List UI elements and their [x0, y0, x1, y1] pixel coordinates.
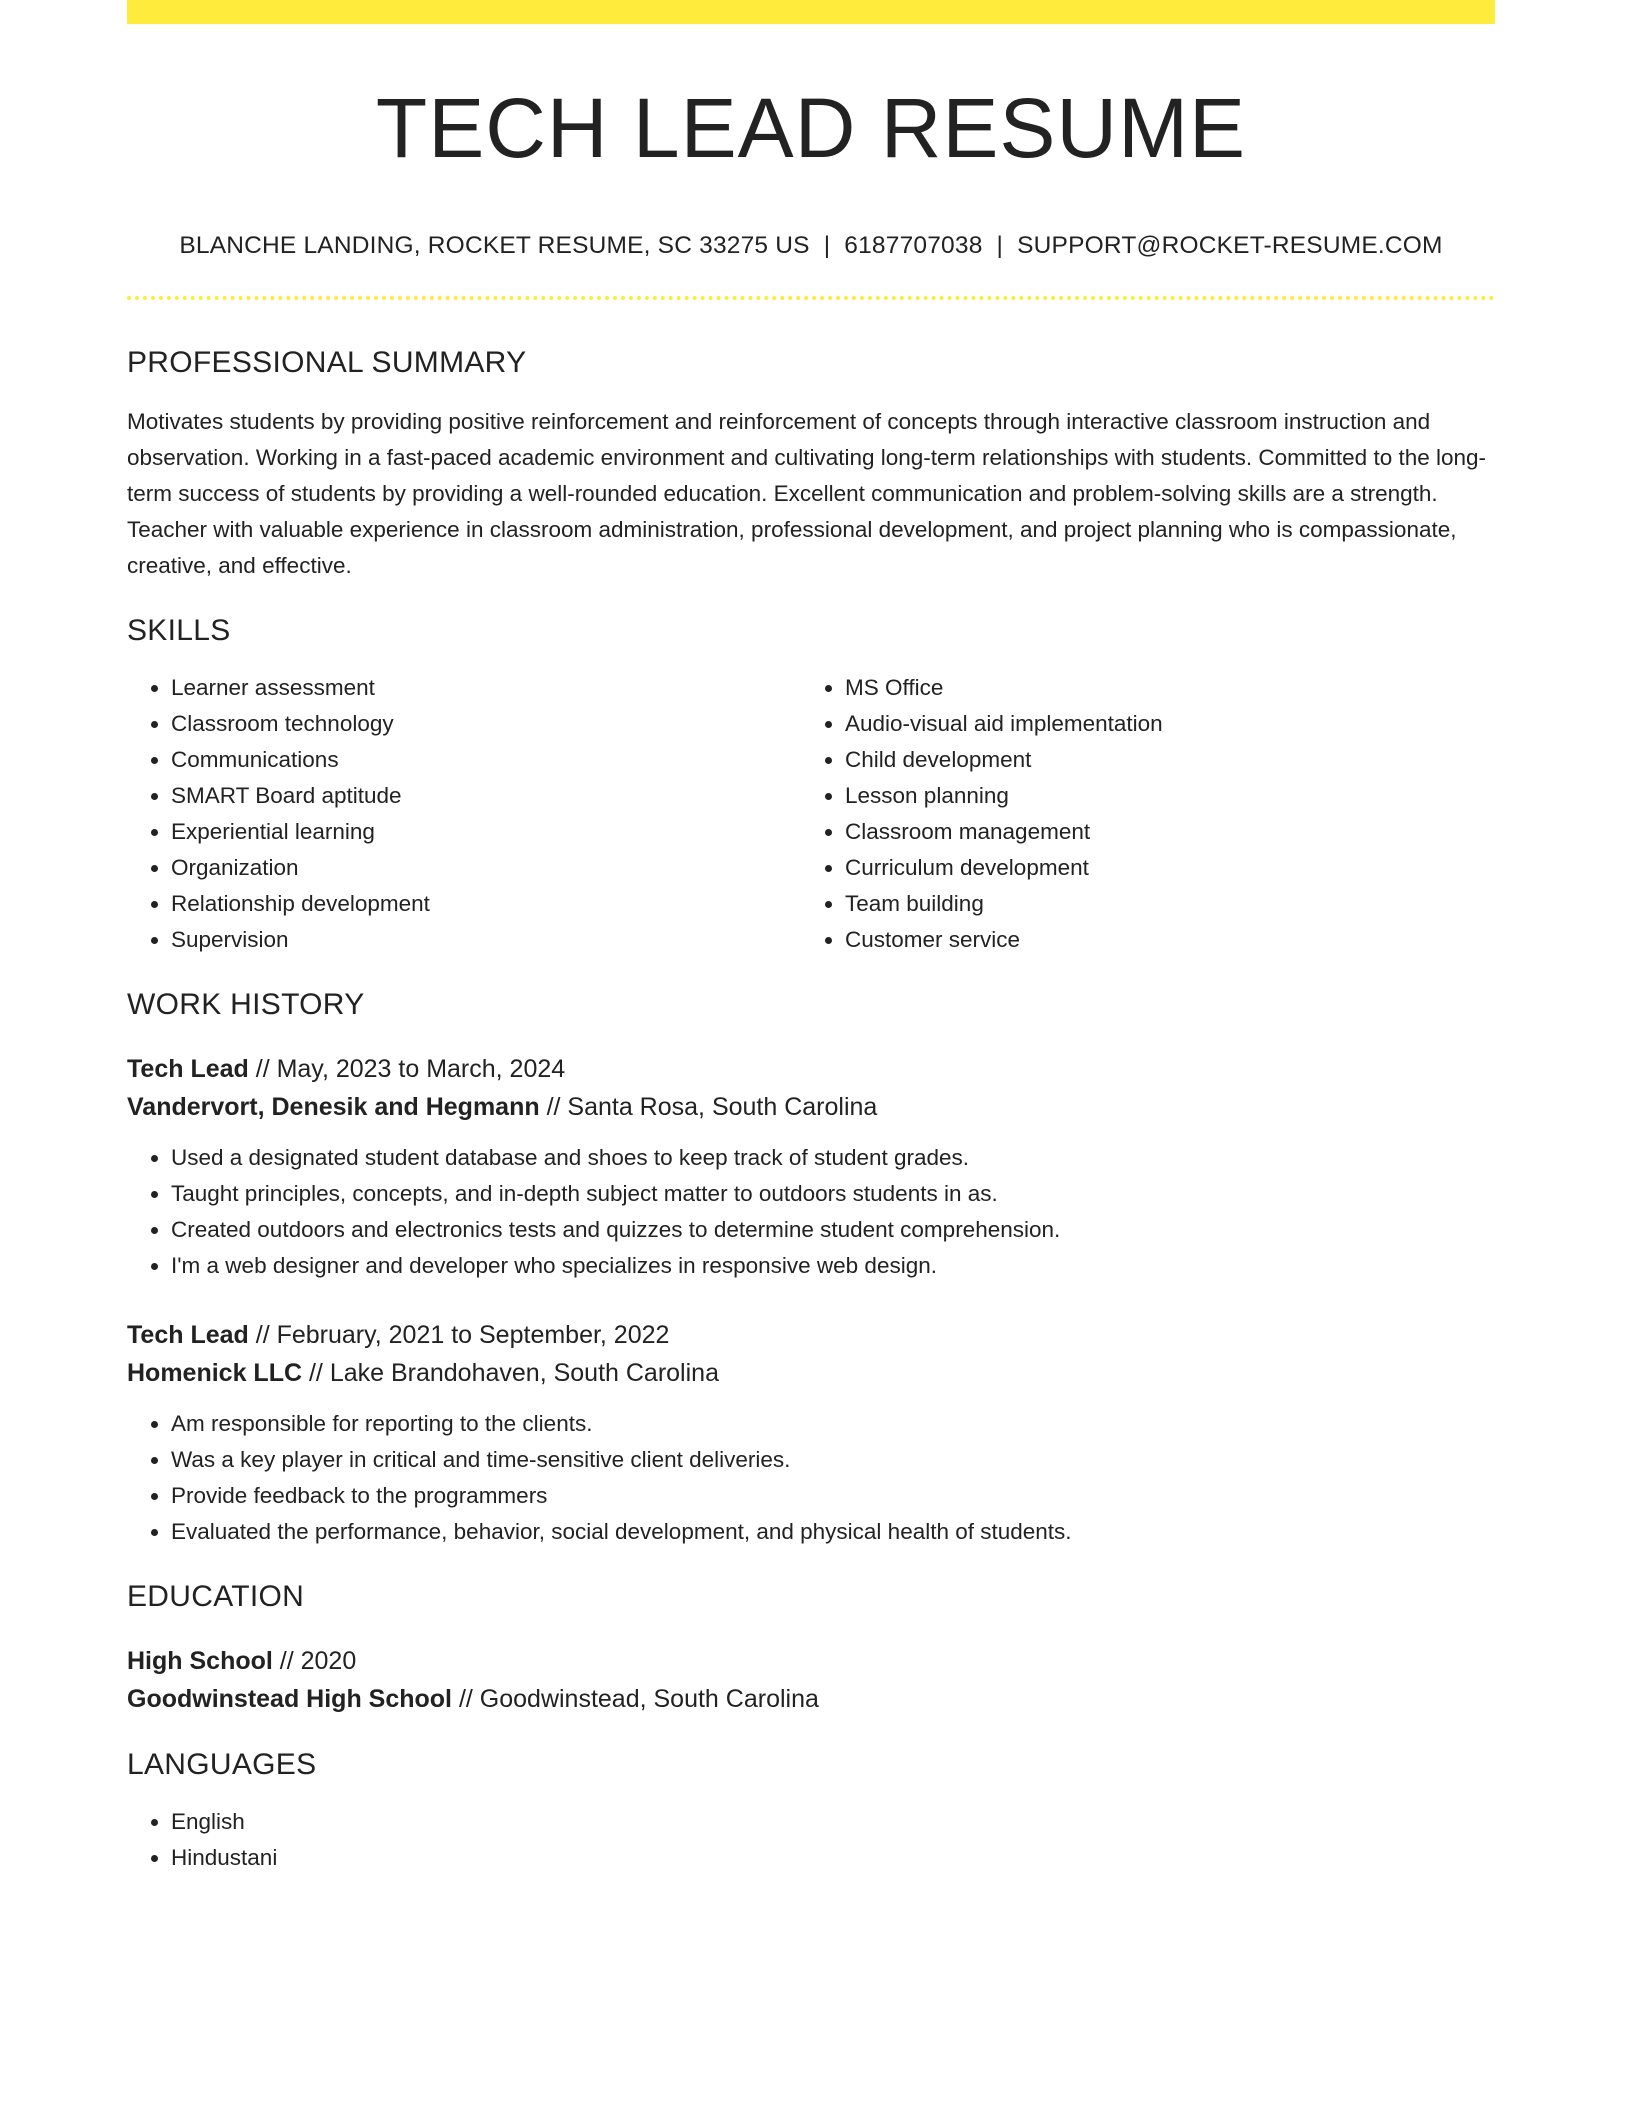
- job-bullet: • Taught principles, concepts, and in-depth subject matter to outdoors students in as.: [171, 1176, 1495, 1212]
- contact-separator: |: [996, 232, 1004, 260]
- skills-column-right: [801, 670, 1475, 958]
- skills-section: [127, 614, 1495, 958]
- job-entry: [127, 1050, 1495, 1284]
- languages-heading: LANGUAGES: [127, 1748, 317, 1782]
- education-degree-line: [127, 1642, 1495, 1680]
- work-history-heading: WORK HISTORY: [127, 988, 365, 1022]
- language-item: • Hindustani: [171, 1840, 1495, 1876]
- skill-item: • Audio-visual aid implementation: [845, 706, 1475, 742]
- job-bullet: • Was a key player in critical and time-sensitive client deliveries.: [171, 1442, 1495, 1478]
- job-bullet: • Created outdoors and electronics tests and quizzes to determine student comprehension.: [171, 1212, 1495, 1248]
- job-company-line: [127, 1354, 1495, 1392]
- language-item: • English: [171, 1804, 1495, 1840]
- job-bullet: • I'm a web designer and developer who specializes in responsive web design.: [171, 1248, 1495, 1284]
- job-title: Tech Lead: [127, 1055, 249, 1084]
- contact-phone: 6187707038: [844, 232, 983, 260]
- skills-grid: [127, 670, 1495, 958]
- summary-text: Motivates students by providing positive reinforcement and reinforcement of concepts through interactive classroom instruction and observation. Working in a fast-paced academic environment and cultivating long-term relationships with students. Committed to the long-term success of students by providing a well-rounded education. Excellent communication and problem-solving skills are a strength. Teacher with valuable experience in classroom administration, professional development, and project planning who is compassionate, creative, and effective.: [127, 409, 1487, 579]
- skill-item: • Organization: [171, 850, 801, 886]
- job-location: // Lake Brandohaven, South Carolina: [302, 1359, 719, 1388]
- job-title-line: [127, 1316, 1495, 1354]
- job-bullet: • Provide feedback to the programmers: [171, 1478, 1495, 1514]
- education-degree: High School: [127, 1647, 273, 1676]
- job-title: Tech Lead: [127, 1321, 249, 1350]
- skill-item: • Classroom management: [845, 814, 1475, 850]
- skill-item: • Team building: [845, 886, 1475, 922]
- languages-section: [127, 1748, 1495, 1876]
- job-entry: [127, 1316, 1495, 1550]
- skill-item: • Relationship development: [171, 886, 801, 922]
- job-company: Vandervort, Denesik and Hegmann: [127, 1093, 540, 1122]
- job-dates: // February, 2021 to September, 2022: [248, 1321, 670, 1350]
- skill-item: • Experiential learning: [171, 814, 801, 850]
- skills-heading: SKILLS: [127, 614, 231, 648]
- accent-top-bar: [127, 0, 1495, 24]
- work-history-section: [127, 988, 1495, 1550]
- job-title-line: [127, 1050, 1495, 1088]
- job-bullet: • Am responsible for reporting to the clients.: [171, 1406, 1495, 1442]
- skill-item: • Curriculum development: [845, 850, 1475, 886]
- contact-address: BLANCHE LANDING, ROCKET RESUME, SC 33275 US: [179, 232, 810, 260]
- education-location: // Goodwinstead, South Carolina: [452, 1685, 819, 1714]
- contact-line: [127, 232, 1495, 260]
- education-heading: EDUCATION: [127, 1580, 305, 1614]
- dotted-divider: [127, 296, 1495, 300]
- job-bullets: [127, 1140, 1495, 1284]
- job-bullet: • Evaluated the performance, behavior, social development, and physical health of students.: [171, 1514, 1495, 1550]
- skill-item: • Supervision: [171, 922, 801, 958]
- skill-item: • Child development: [845, 742, 1475, 778]
- skill-item: • MS Office: [845, 670, 1475, 706]
- job-company-line: [127, 1088, 1495, 1126]
- languages-list: [127, 1804, 1495, 1876]
- summary-heading: PROFESSIONAL SUMMARY: [127, 346, 527, 380]
- job-bullets: [127, 1406, 1495, 1550]
- education-entry: [127, 1642, 1495, 1718]
- skill-item: • Lesson planning: [845, 778, 1475, 814]
- job-bullet: • Used a designated student database and shoes to keep track of student grades.: [171, 1140, 1495, 1176]
- education-section: [127, 1580, 1495, 1718]
- skill-item: • SMART Board aptitude: [171, 778, 801, 814]
- contact-email: SUPPORT@ROCKET-RESUME.COM: [1017, 232, 1443, 260]
- resume-page: [127, 0, 1495, 1876]
- job-company: Homenick LLC: [127, 1359, 303, 1388]
- resume-title: TECH LEAD RESUME: [375, 81, 1247, 175]
- skill-item: • Communications: [171, 742, 801, 778]
- contact-separator: |: [823, 232, 831, 260]
- skill-item: • Learner assessment: [171, 670, 801, 706]
- skills-column-left: [127, 670, 801, 958]
- education-school: Goodwinstead High School: [127, 1685, 452, 1714]
- job-location: // Santa Rosa, South Carolina: [539, 1093, 878, 1122]
- skill-item: • Customer service: [845, 922, 1475, 958]
- skill-item: • Classroom technology: [171, 706, 801, 742]
- education-school-line: [127, 1680, 1495, 1718]
- education-year: // 2020: [272, 1647, 357, 1676]
- job-dates: // May, 2023 to March, 2024: [248, 1055, 566, 1084]
